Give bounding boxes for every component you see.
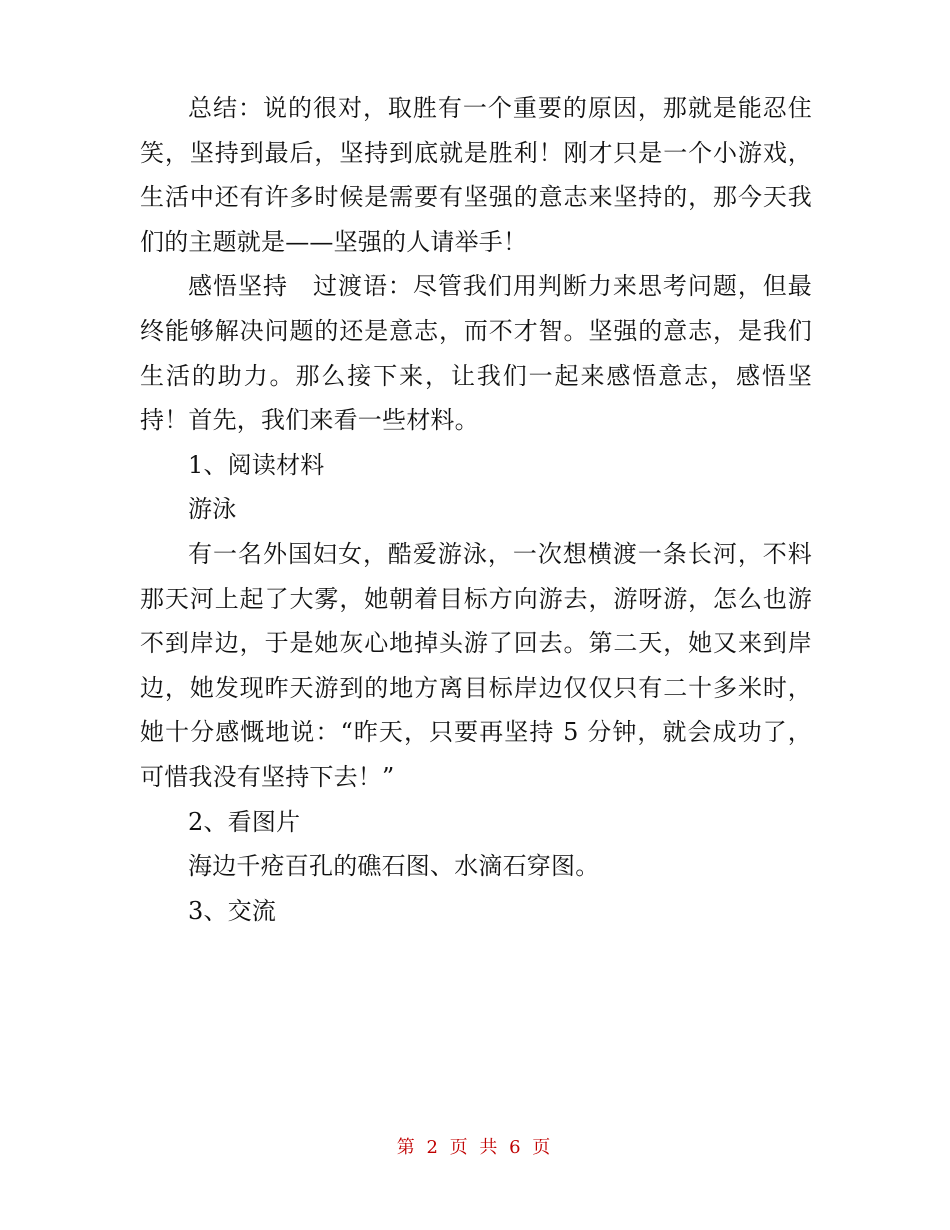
heading-view-pictures: 2、看图片 (188, 807, 301, 836)
paragraph-pictures: 海边千疮百孔的礁石图、水滴石穿图。 (188, 852, 600, 881)
heading-discussion: 3、交流 (188, 896, 277, 925)
heading-reading-material: 1、阅读材料 (188, 450, 325, 479)
paragraph-swimming-story: 有一名外国妇女，酷爱游泳，一次想横渡一条长河，不料那天河上起了大雾，她朝着目标方向游去，游呀游，怎么也游不到岸边，于是她灰心地掉头游了回去。第二天，她又来到岸边，她发现昨天游到的地方离目标岸边仅仅只有二十多米时，她十分感慨地说：“昨天，只要再坚持 5 分钟，就会成功了，可惜我没有坚持下去！” (140, 539, 812, 791)
page-number-footer: 第 2 页 共 6 页 (396, 1137, 554, 1158)
paragraph-summary: 总结：说的很对，取胜有一个重要的原因，那就是能忍住笑，坚持到最后，坚持到底就是胜利！刚才只是一个小游戏，生活中还有许多时候是需要有坚强的意志来坚持的，那今天我们的主题就是——坚强的人请举手！ (140, 94, 812, 256)
paragraph-transition: 感悟坚持 过渡语：尽管我们用判断力来思考问题，但最终能够解决问题的还是意志，而不才智。坚强的意志，是我们生活的助力。那么接下来，让我们一起来感悟意志，感悟坚持！首先，我们来看一些材料。 (140, 272, 812, 435)
heading-swimming: 游泳 (188, 495, 237, 524)
document-body (140, 86, 812, 933)
